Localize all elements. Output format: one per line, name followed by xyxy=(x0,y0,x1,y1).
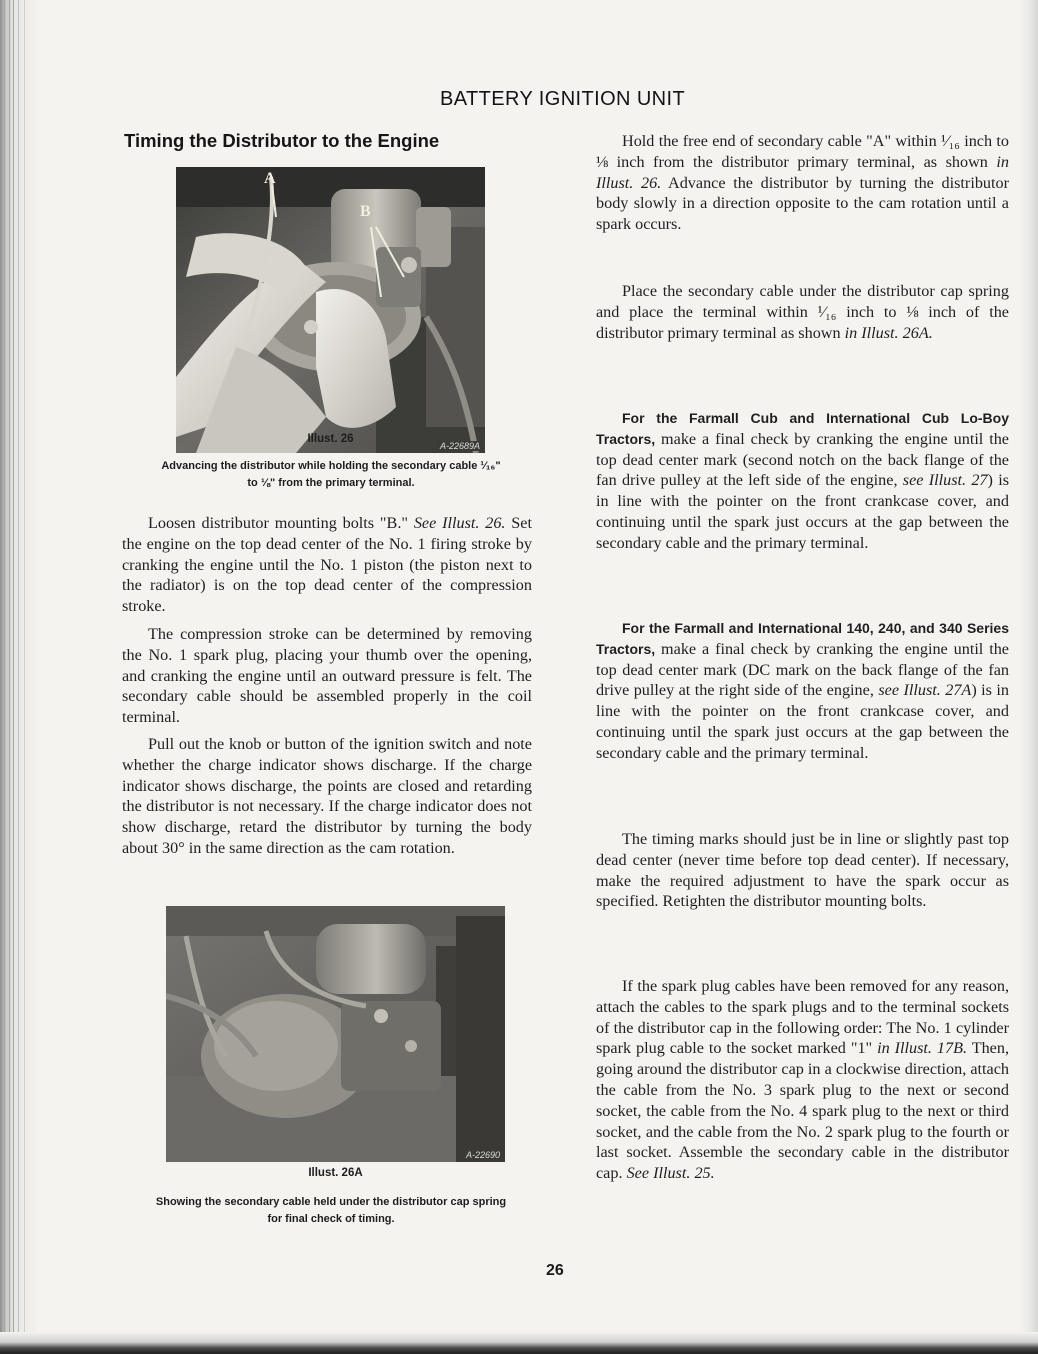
right-paragraph-4: For the Farmall and International 140, 240, and 340 Series Tractors, make a final check by cranking the engine until the top dead center mark (DC mark on the back flange of the fan drive pulley at the right side of the engine, see Illust. 27A) is in line with the pointer on the front crankcase cover, and continuing until the spark just occurs at the gap between the secondary cable and the primary terminal. xyxy=(596,620,1009,762)
photo-code: A-22690 xyxy=(465,1150,500,1160)
right-paragraph-1: Hold the free end of secondary cable "A" within ¹⁄₁₆ inch to ⅛ inch from the distributor primary terminal, as shown in Illust. 26. Advance the distributor by turning the distributor body slowly in a direction opposite to the cam rotation until a spark occurs. xyxy=(596,132,1009,234)
page-edge-right xyxy=(1020,0,1038,1354)
figure-1-photo xyxy=(176,167,485,453)
photo-code: A-22689A xyxy=(439,441,480,451)
page-edge-bottom xyxy=(0,1332,1038,1354)
figure-2-caption xyxy=(96,1194,566,1228)
page-edge-left xyxy=(0,0,40,1354)
right-paragraph-2: Place the secondary cable under the distributor cap spring and place the terminal within ¹⁄₁₆ inch to ⅛ inch of the distributor primary terminal as shown in Illust. 26A. xyxy=(596,282,1009,342)
figure-2-caption-line-1: Showing the secondary cable held under the distributor cap spring xyxy=(155,1196,507,1208)
figure-2-label: Illust. 26A xyxy=(308,1167,363,1179)
left-paragraph-3: Pull out the knob or button of the ignition switch and note whether the charge indicator shows discharge. If the charge indicator shows discharge, the points are closed and retarding the distributor is not necessary. If the charge indicator does not show discharge, retard the distributor by turning the body about 30° in the same direction as the cam rotation. xyxy=(122,735,532,857)
right-paragraph-3: For the Farmall Cub and International Cub Lo-Boy Tractors, make a final check by cranking the engine until the top dead center mark (second notch on the back flange of the fan drive pulley at the left side of the engine, see Illust. 27) is in line with the pointer on the front crankcase cover, and continuing until the spark just occurs at the gap between the secondary cable and the primary terminal. xyxy=(596,410,1010,552)
running-head: BATTERY IGNITION UNIT xyxy=(440,88,686,110)
figure-1-caption-line-1: Advancing the distributor while holding the secondary cable ¹⁄₁₆" xyxy=(161,460,501,472)
figure-1-caption-line-2: to ⅛" from the primary terminal. xyxy=(247,477,415,489)
section-title: Timing the Distributor to the Engine xyxy=(124,130,440,151)
right-paragraph-6: If the spark plug cables have been removed for any reason, attach the cables to the spark plugs and to the terminal sockets of the distributor cap in the following order: The No. 1 cylinder spark plug cable to the socket marked "1" in Illust. 17B. Then, going around the distributor cap in a clockwise direction, attach the cable from the No. 3 spark plug to the next or second socket, the cable from the No. 4 spark plug to the next or third socket, and the cable from the No. 2 spark plug to the fourth or last socket. Assemble the secondary cable in the distributor cap. See Illust. 25. xyxy=(596,977,1010,1183)
left-paragraph-2: The compression stroke can be determined by removing the No. 1 spark plug, placing your thumb over the opening, and cranking the engine until an outward pressure is felt. The secondary cable should be assembled properly in the coil terminal. xyxy=(122,625,532,727)
page-number: 26 xyxy=(546,1262,564,1279)
figure-1-label: Illust. 26 xyxy=(307,433,354,445)
figure-1-caption xyxy=(96,458,566,492)
right-paragraph-5: The timing marks should just be in line or slightly past top dead center (never time before top dead center). If necessary, make the required adjustment to have the spark occur as specified. Retighten the distributor mounting bolts. xyxy=(596,830,1009,911)
callout-b: B xyxy=(360,203,371,220)
distributor-cap-photo-graphic xyxy=(166,906,505,1162)
callout-a: A xyxy=(264,170,276,187)
left-paragraph-1: Loosen distributor mounting bolts "B." See Illust. 26. Set the engine on the top dead center of the No. 1 firing stroke by cranking the engine until the No. 1 piston (the piston next to the radiator) is on the top dead center of the compression stroke. xyxy=(122,514,532,616)
distributor-photo-graphic xyxy=(176,167,485,453)
figure-2-photo xyxy=(166,906,505,1162)
figure-2-caption-line-2: for final check of timing. xyxy=(267,1213,395,1225)
